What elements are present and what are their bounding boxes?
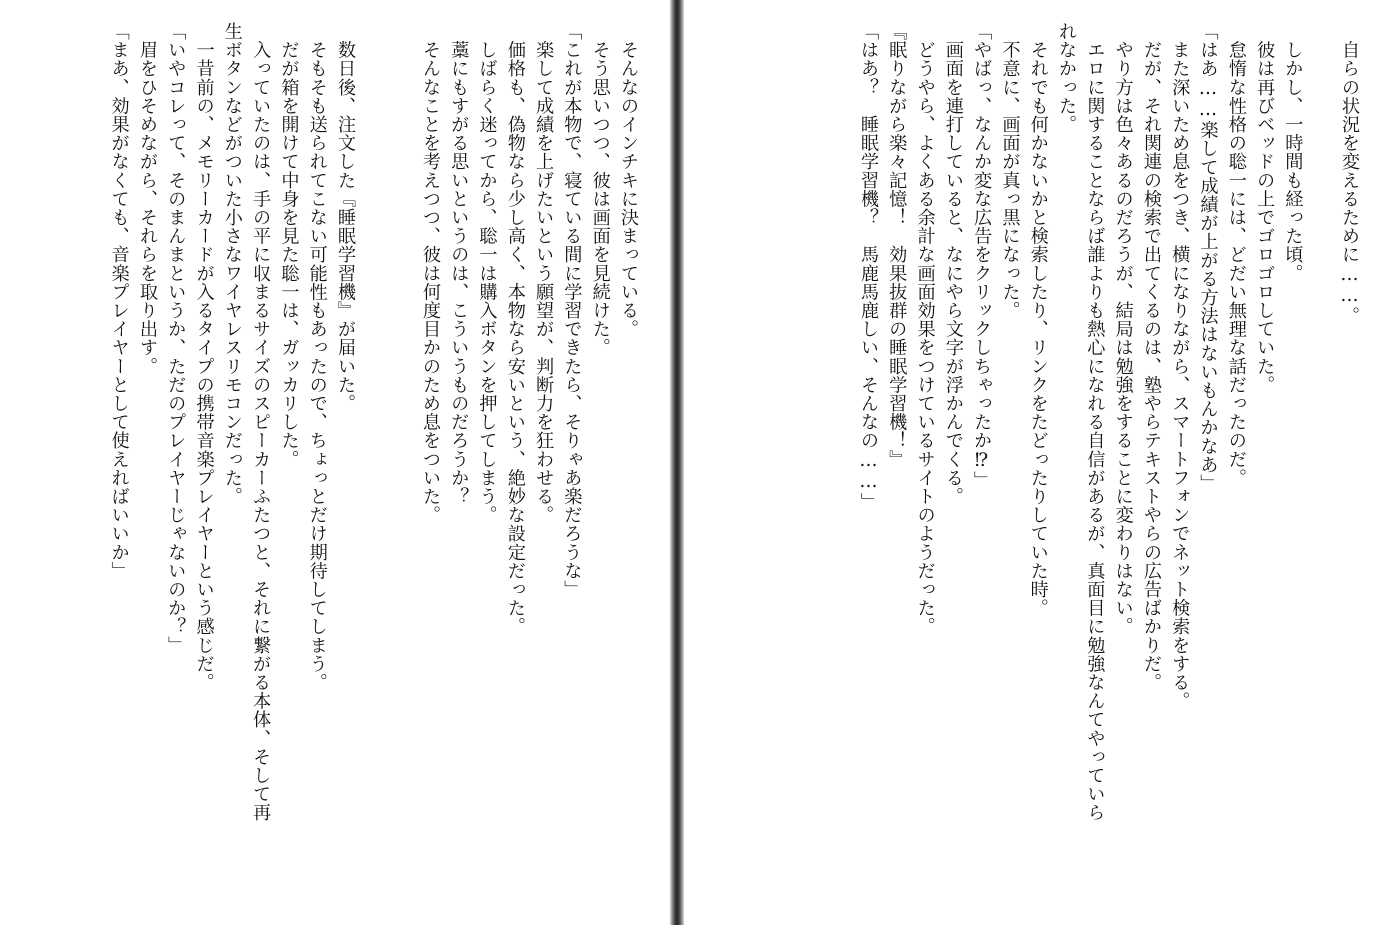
- blank-line: [359, 22, 387, 912]
- book-gutter: [670, 0, 684, 925]
- text-line: そう思いつつ、彼は画面を見続けた。: [589, 22, 611, 357]
- text-line: 「まあ、効果がなくても、音楽プレイヤーとして使えればいいか」: [108, 22, 130, 580]
- text-line: 「はあ……楽して成績が上がる方法はないもんかなあ」: [1197, 22, 1219, 493]
- text-line: それでも何かないかと検索したり、リンクをたどったりしていた時。: [1027, 22, 1049, 618]
- text-line: しばらく迷ってから、聡一は購入ボタンを押してしまう。: [476, 22, 498, 525]
- text-line: 一昔前の、メモリーカードが入るタイプの携帯音楽プレイヤーという感じだ。: [193, 22, 215, 692]
- right-page-text: [854, 22, 1363, 912]
- left-page: [0, 0, 670, 925]
- text-line: 「これが本物で、寝ている間に学習できたら、そりゃあ楽だろうな」: [561, 22, 583, 599]
- text-line: エロに関することならば誰よりも熱心になれる自信があるが、真面目に勉強なんてやっていら: [1084, 22, 1106, 822]
- text-line: 藁にもすがる思いというのは、こういうものだろうか？: [448, 22, 470, 506]
- text-line: また深いため息をつき、横になりながら、スマートフォンでネット検索をする。: [1169, 22, 1191, 711]
- text-line: 数日後、注文した『睡眠学習機』が届いた。: [335, 22, 357, 413]
- text-line: そんなことを考えつつ、彼は何度目かのため息をついた。: [419, 22, 441, 525]
- text-line: 価格も、偽物なら少し高く、本物なら安いという、絶妙な設定だった。: [504, 22, 526, 636]
- text-line: だが箱を開けて中身を見た聡一は、ガッカリした。: [278, 22, 300, 469]
- text-line: 彼は再びベッドの上でゴロゴロしていた。: [1254, 22, 1276, 394]
- blank-line: [387, 22, 415, 912]
- text-line: しかし、一時間も経った頃。: [1282, 22, 1304, 283]
- blank-line: [1306, 22, 1334, 912]
- text-line: 画面を連打していると、なにやら文字が浮かんでくる。: [942, 22, 964, 506]
- text-line: れなかった。: [1056, 22, 1078, 134]
- text-line: 「いやコレって、そのまんまというか、ただのプレイヤーじゃないのか？」: [165, 22, 187, 655]
- text-line: 自らの状況を変えるために……。: [1339, 22, 1360, 326]
- text-line: 不意に、画面が真っ黒になった。: [999, 22, 1021, 320]
- left-page-text: [104, 22, 642, 912]
- text-line: どうやら、よくある余計な画面効果をつけているサイトのようだった。: [914, 22, 936, 636]
- text-line: やり方は色々あるのだろうが、結局は勉強をすることに変わりはない。: [1112, 22, 1134, 636]
- text-line: 入っていたのは、手の平に収まるサイズのスピーカーふたつと、それに繋がる本体、そして再: [250, 22, 272, 822]
- text-line: そんなのインチキに決まっている。: [618, 22, 639, 339]
- text-line: 楽して成績を上げたいという願望が、判断力を狂わせる。: [533, 22, 555, 525]
- text-line: 『眠りながら楽々記憶！ 効果抜群の睡眠学習機！』: [886, 22, 908, 469]
- text-line: だが、それ関連の検索で出てくるのは、塾やらテキストやらの広告ばかりだ。: [1140, 22, 1162, 692]
- text-line: 「はあ？ 睡眠学習機？ 馬鹿馬鹿しい、そんなの……」: [857, 22, 879, 512]
- text-line: 生ボタンなどがついた小さなワイヤレスリモコンだった。: [221, 22, 243, 506]
- text-line: そもそも送られてこない可能性もあったので、ちょっとだけ期待してしまう。: [306, 22, 328, 692]
- text-line: 眉をひそめながら、それらを取り出す。: [136, 22, 158, 376]
- right-page: [684, 0, 1377, 925]
- text-line: 「やばっ、なんか変な広告をクリックしちゃったか⁉」: [971, 22, 993, 490]
- text-line: 怠惰な性格の聡一には、どだい無理な話だったのだ。: [1225, 22, 1247, 487]
